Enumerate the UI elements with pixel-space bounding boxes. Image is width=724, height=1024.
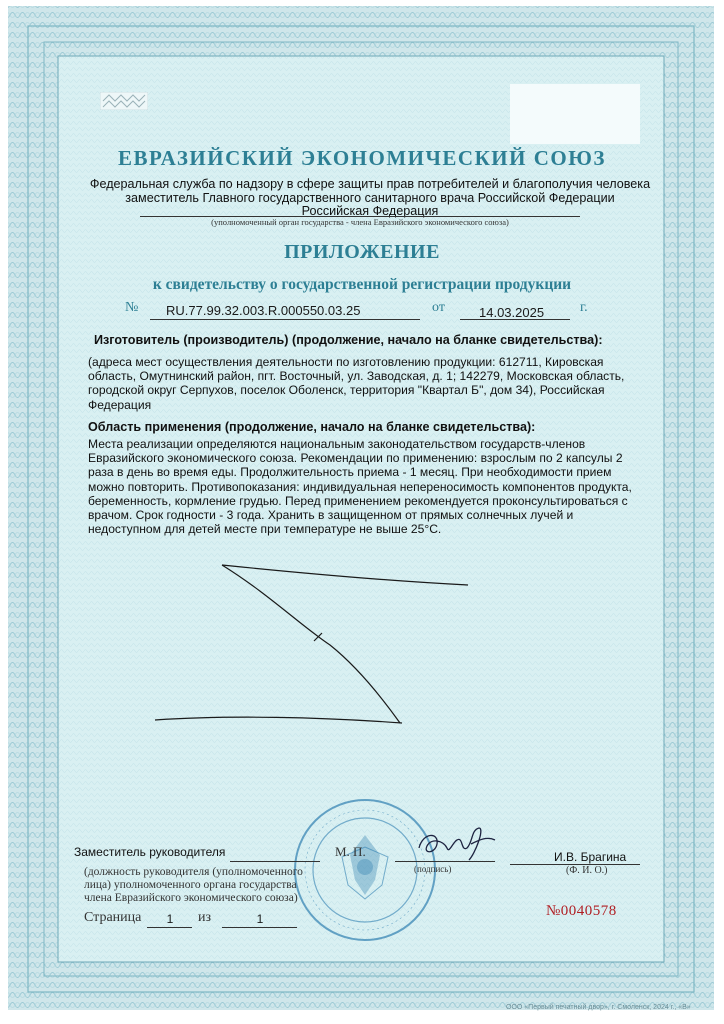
- agency-caption: (уполномоченный орган государства - члена Евразийского экономического союза): [211, 217, 509, 227]
- manufacturer-line: Федерация: [88, 397, 152, 412]
- agency-name: [80, 178, 660, 219]
- date-label: от: [432, 300, 445, 315]
- page-label: Страница: [84, 910, 142, 925]
- position-caption-line: (должность руководителя (уполномоченного: [84, 866, 303, 878]
- mp-label: М. П.: [335, 844, 366, 859]
- qr-code-area: [510, 84, 640, 144]
- manufacturer-text: [88, 355, 648, 412]
- position-caption-line: лица) уполномоченного органа государства: [84, 879, 297, 891]
- application-line: беременность, кормление грудью. Перед применением рекомендуется проконсультироваться с: [88, 493, 628, 508]
- agency-line-2: заместитель Главного государственного санитарного врача Российской Федерации: [125, 190, 615, 205]
- agency-line-3: Российская Федерация: [301, 204, 439, 218]
- manufacturer-line: область, Омутнинский район, пгт. Восточный, ул. Заводская, д. 1; 142279, Московская область,: [88, 369, 625, 384]
- page-number: 1: [166, 912, 174, 926]
- manufacturer-heading: Изготовитель (производитель) (продолжение, начало на бланке свидетельства):: [94, 333, 603, 347]
- signer-name: И.В. Брагина: [554, 850, 627, 864]
- registration-number: RU.77.99.32.003.R.000550.03.25: [166, 303, 361, 318]
- page-total: 1: [256, 912, 264, 926]
- blank-serial-number: №0040578: [546, 903, 617, 919]
- application-text: [88, 437, 648, 536]
- application-line: Евразийского экономического союза. Рекомендации по применению: взрослым по 2 капсулы 2: [88, 451, 623, 466]
- application-line: недоступном для детей месте при температуре не выше 25°С.: [88, 522, 442, 537]
- registration-date: 14.03.2025: [479, 305, 545, 320]
- application-line: раза в день во время еды. Продолжительность приема - 1 месяц. При необходимости прием: [88, 465, 612, 480]
- manufacturer-line: (адреса мест осуществления деятельности по изготовлению продукции: 612711, Кировская: [88, 355, 604, 369]
- hologram-mark: [100, 92, 148, 110]
- position-caption-line: члена Евразийского экономического союза): [84, 892, 298, 904]
- number-label: №: [125, 300, 139, 315]
- z-strike-mark: [150, 555, 490, 735]
- document-title: ПРИЛОЖЕНИЕ: [284, 241, 440, 263]
- signature-image: [413, 818, 503, 864]
- position-underline: [230, 861, 320, 862]
- manufacturer-line: городской округ Серпухов, поселок Оболенск, территория "Квартал Б", дом 34), Российская: [88, 383, 605, 398]
- application-line: можно повторить. Противопоказания: индивидуальная непереносимость компонентов продукта,: [88, 479, 632, 494]
- name-caption: (Ф. И. О.): [566, 865, 608, 876]
- agency-line-1: Федеральная служба по надзору в сфере защиты прав потребителей и благополучия человека: [89, 177, 651, 191]
- total-underline: [222, 927, 297, 928]
- application-line: врачом. Срок годности - 3 года. Хранить в защищенном от прямых солнечных лучей и: [88, 508, 574, 523]
- document-subtitle: к свидетельству о государственной регистрации продукции: [152, 276, 572, 293]
- application-heading: Область применения (продолжение, начало на бланке свидетельства):: [88, 420, 536, 434]
- of-label: из: [198, 910, 212, 925]
- date-underline: [460, 319, 570, 320]
- organization-title: ЕВРАЗИЙСКИЙ ЭКОНОМИЧЕСКИЙ СОЮЗ: [118, 146, 606, 170]
- page-underline: [147, 927, 192, 928]
- signature-caption: (подпись): [414, 864, 452, 874]
- application-line: Места реализации определяются национальным законодательством государств-членов: [88, 437, 586, 451]
- position-caption: [84, 866, 303, 905]
- signer-position: Заместитель руководителя: [74, 845, 226, 859]
- signature-underline: [395, 861, 495, 862]
- printer-footer: ООО «Первый печатный двор», г. Смоленск, 2024 г., «В»: [506, 1004, 691, 1011]
- number-underline: [150, 319, 420, 320]
- year-suffix: г.: [580, 300, 588, 315]
